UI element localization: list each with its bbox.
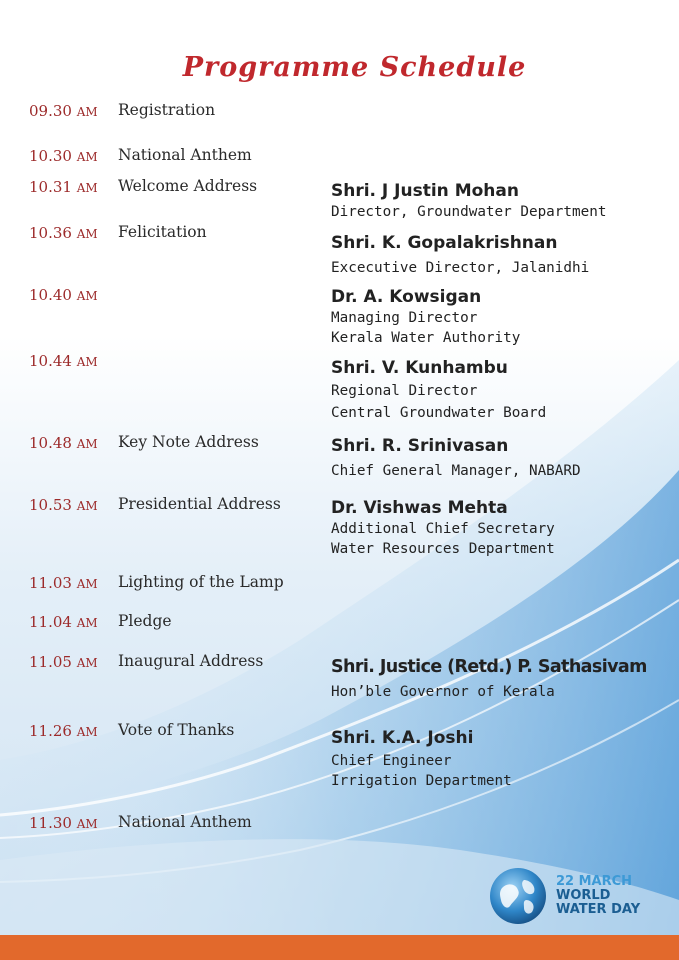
speaker-block	[331, 286, 520, 348]
speaker-role: Managing Director	[331, 310, 478, 326]
schedule-event: Pledge	[118, 612, 172, 630]
schedule-time: 11.30 AM	[29, 814, 98, 832]
schedule-time: 10.31 AM	[29, 178, 98, 196]
speaker-role: Excecutive Director, Jalanidhi	[331, 260, 590, 276]
speaker-name: Dr. A. Kowsigan	[331, 287, 482, 307]
speaker-block	[331, 497, 555, 559]
page-title: Programme Schedule	[182, 52, 527, 83]
speaker-role: Additional Chief Secretary	[331, 521, 555, 537]
speaker-block	[331, 435, 581, 481]
speaker-role: Water Resources Department	[331, 541, 555, 557]
schedule-event: Felicitation	[118, 223, 207, 241]
speaker-block	[331, 232, 589, 278]
world-water-day-logo	[488, 866, 648, 926]
logo-world: WORLD	[556, 888, 611, 903]
speaker-name: Shri. V. Kunhambu	[331, 358, 508, 378]
globe-icon	[488, 866, 548, 926]
schedule-event: National Anthem	[118, 146, 252, 164]
logo-text	[556, 875, 640, 917]
speaker-role: Chief General Manager, NABARD	[331, 463, 581, 479]
schedule-event: Key Note Address	[118, 433, 259, 451]
speaker-name: Shri. K. Gopalakrishnan	[331, 233, 558, 253]
speaker-name: Shri. J Justin Mohan	[331, 181, 519, 201]
schedule-time: 11.26 AM	[29, 722, 98, 740]
logo-date: 22 MARCH	[556, 874, 633, 889]
speaker-name: Shri. Justice (Retd.) P. Sathasivam	[331, 657, 647, 677]
speaker-role: Kerala Water Authority	[331, 330, 521, 346]
speaker-role: Irrigation Department	[331, 773, 512, 789]
schedule-event: Vote of Thanks	[118, 721, 235, 739]
speaker-role: Director, Groundwater Department	[331, 204, 607, 220]
schedule-event: Inaugural Address	[118, 652, 264, 670]
speaker-role: Hon’ble Governor of Kerala	[331, 684, 555, 700]
schedule-time: 10.30 AM	[29, 147, 98, 165]
schedule-time: 10.53 AM	[29, 496, 98, 514]
schedule-event: National Anthem	[118, 813, 252, 831]
schedule-time: 10.48 AM	[29, 434, 98, 452]
schedule-event: Lighting of the Lamp	[118, 573, 284, 591]
speaker-block	[331, 180, 606, 222]
schedule-time: 11.04 AM	[29, 613, 98, 631]
schedule-event: Presidential Address	[118, 495, 281, 513]
speaker-block	[331, 656, 647, 702]
speaker-block	[331, 727, 512, 791]
speaker-name: Shri. K.A. Joshi	[331, 728, 474, 748]
speaker-role: Chief Engineer	[331, 753, 452, 769]
schedule-time: 10.36 AM	[29, 224, 98, 242]
schedule-time: 09.30 AM	[29, 102, 98, 120]
speaker-role: Central Groundwater Board	[331, 405, 547, 421]
logo-water-day: WATER DAY	[556, 902, 641, 917]
schedule-time: 10.44 AM	[29, 352, 98, 370]
schedule-event: Welcome Address	[118, 177, 258, 195]
speaker-name: Dr. Vishwas Mehta	[331, 498, 508, 518]
bottom-bar	[0, 935, 679, 960]
schedule-time: 11.03 AM	[29, 574, 98, 592]
speaker-name: Shri. R. Srinivasan	[331, 436, 509, 456]
schedule-time: 10.40 AM	[29, 286, 98, 304]
schedule-time: 11.05 AM	[29, 653, 98, 671]
speaker-role: Regional Director	[331, 383, 478, 399]
schedule-event: Registration	[118, 101, 216, 119]
speaker-block	[331, 357, 546, 423]
